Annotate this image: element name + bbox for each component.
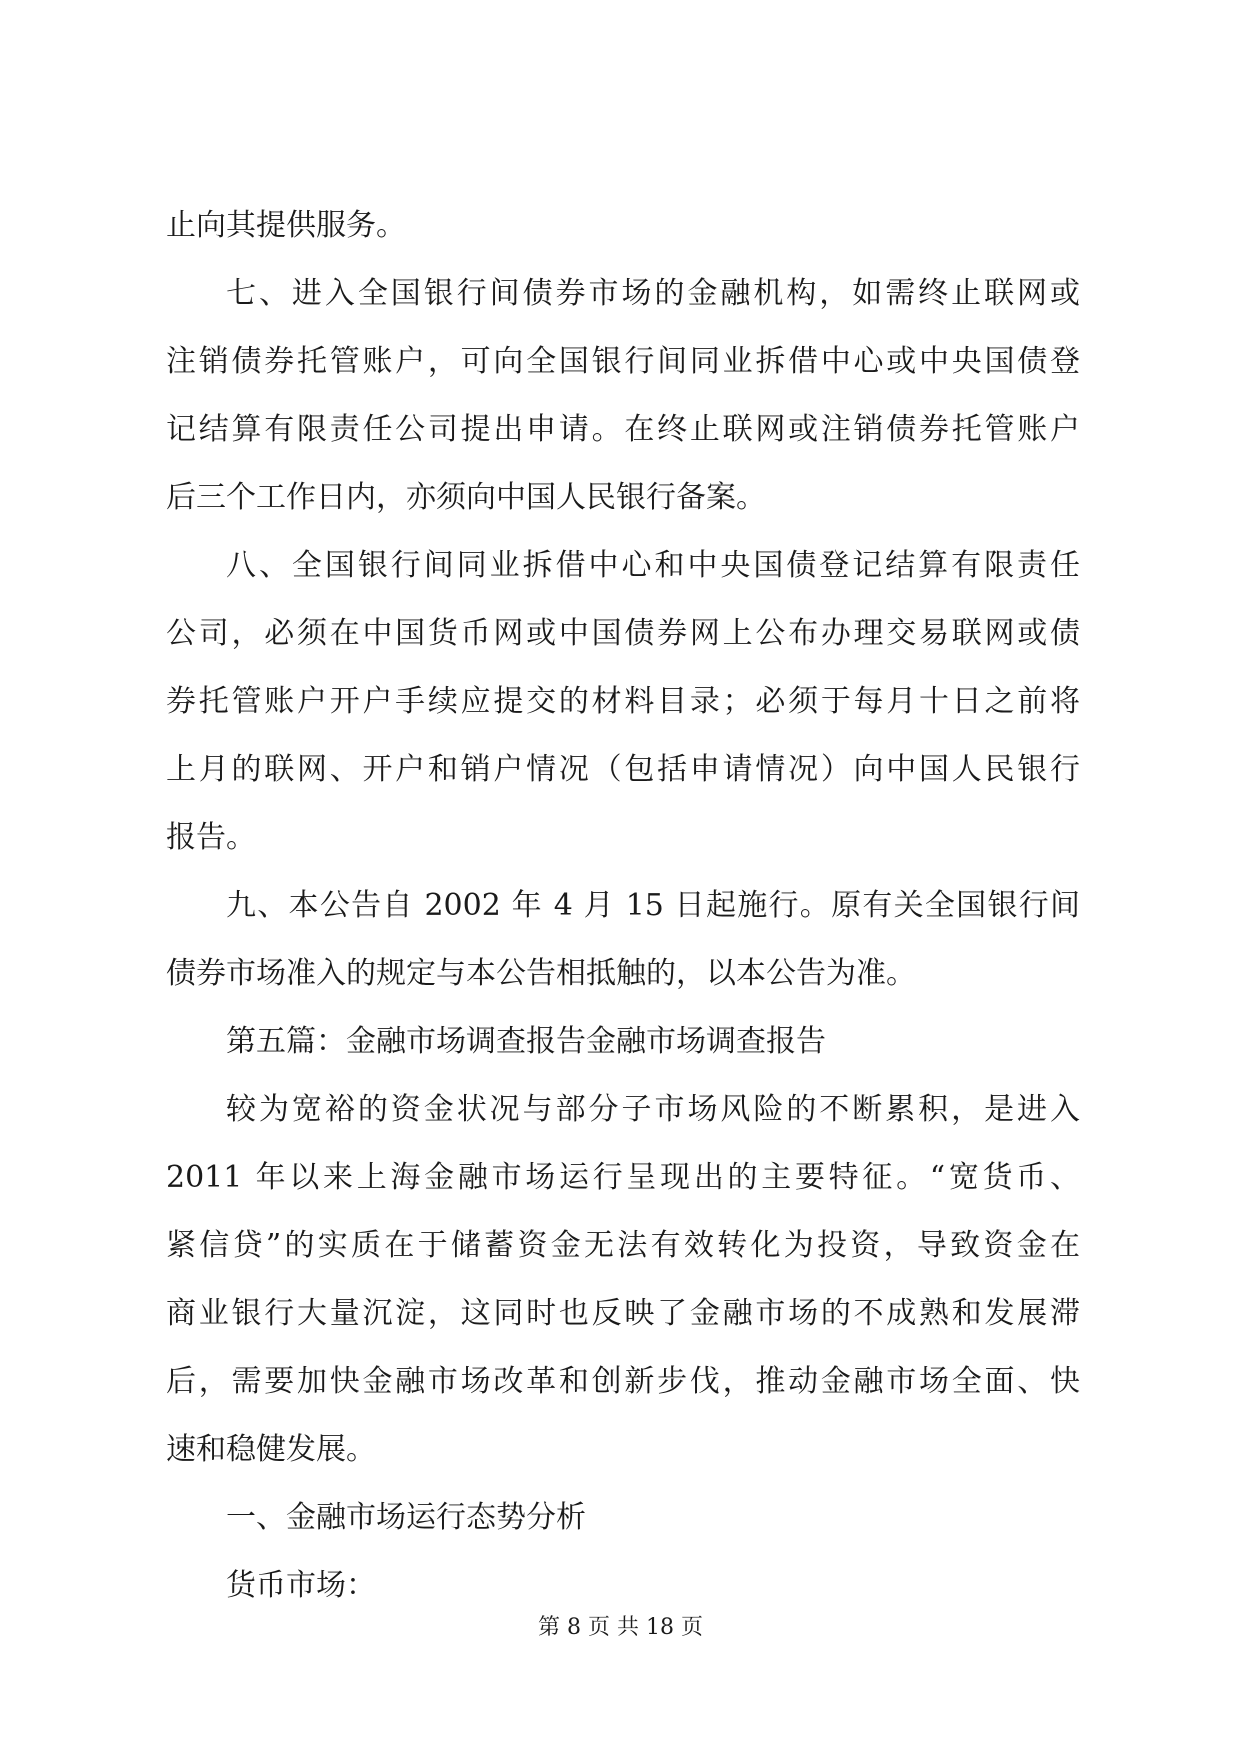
text-line: 注销债券托管账户，可向全国银行间同业拆借中心或中央国债登 [166, 344, 1080, 379]
text-line: 速和稳健发展。 [166, 1432, 376, 1467]
text-line: 后，需要加快金融市场改革和创新步伐，推动金融市场全面、快 [166, 1364, 1080, 1399]
text-line: 八、全国银行间同业拆借中心和中央国债登记结算有限责任 [226, 548, 1080, 583]
text-line: 上月的联网、开户和销户情况（包括申请情况）向中国人民银行 [166, 752, 1080, 787]
text-line: 商业银行大量沉淀，这同时也反映了金融市场的不成熟和发展滞 [166, 1296, 1080, 1331]
text-line: 后三个工作日内，亦须向中国人民银行备案。 [166, 480, 766, 515]
text-line: 报告。 [166, 820, 256, 855]
text-line: 止向其提供服务。 [166, 208, 406, 243]
text-line: 记结算有限责任公司提出申请。在终止联网或注销债券托管账户 [166, 412, 1080, 447]
text-line: 债券市场准入的规定与本公告相抵触的，以本公告为准。 [166, 956, 916, 991]
text-line: 2011 年以来上海金融市场运行呈现出的主要特征。“宽货币、 [166, 1160, 1080, 1195]
page-number-footer: 第 8 页 共 18 页 [538, 1615, 703, 1640]
text-line: 券托管账户开户手续应提交的材料目录；必须于每月十日之前将 [166, 684, 1080, 719]
section-heading: 第五篇：金融市场调查报告金融市场调查报告 [226, 1024, 826, 1059]
text-line: 七、进入全国银行间债券市场的金融机构，如需终止联网或 [226, 276, 1080, 311]
document-body [166, 206, 1080, 1634]
text-line: 公司，必须在中国货币网或中国债券网上公布办理交易联网或债 [166, 616, 1080, 651]
text-line: 较为宽裕的资金状况与部分子市场风险的不断累积，是进入 [226, 1092, 1080, 1127]
text-line: 九、本公告自 2002 年 4 月 15 日起施行。原有关全国银行间 [226, 888, 1080, 923]
subsection-heading: 一、金融市场运行态势分析 [226, 1500, 586, 1535]
text-line: 货币市场： [226, 1568, 376, 1603]
text-line: 紧信贷”的实质在于储蓄资金无法有效转化为投资，导致资金在 [166, 1228, 1080, 1263]
